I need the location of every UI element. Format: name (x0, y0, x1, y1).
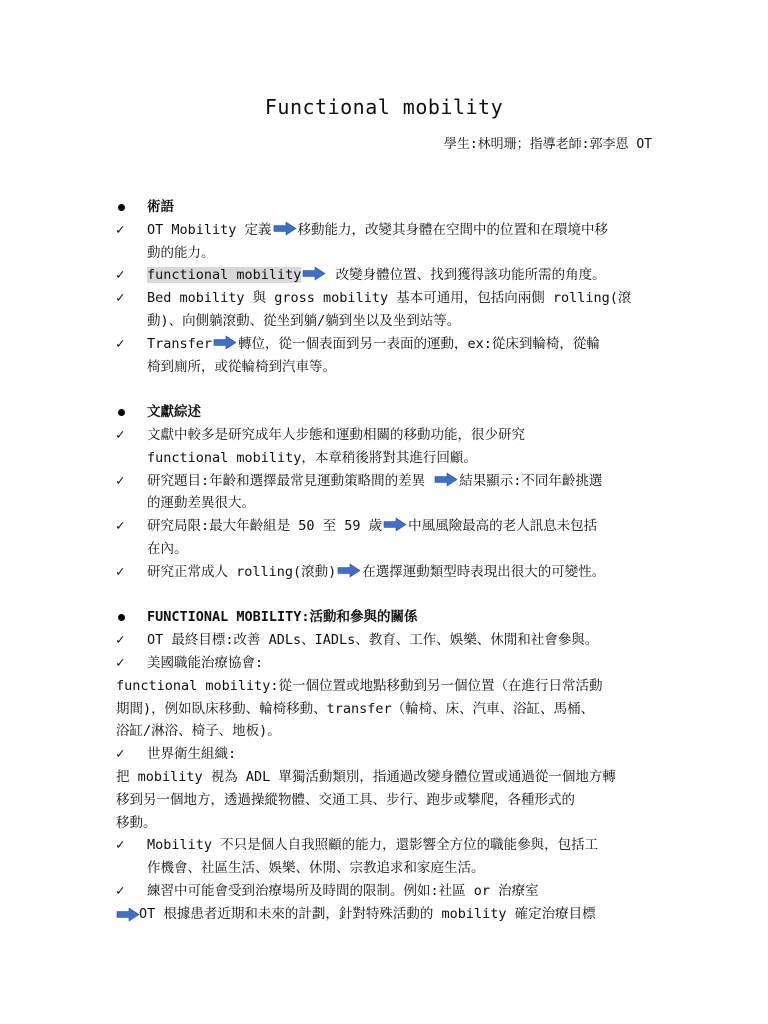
list-item (116, 287, 656, 310)
paragraph-line: functional mobility:從一個位置或地點移動到另一個位置（在進行日常活動 (116, 677, 603, 694)
list-item-text: 研究題目:年齡和選擇最常見運動策略間的差異 (147, 472, 434, 489)
list-item (116, 424, 656, 447)
list-item-continuation: 的運動差異很大。 (147, 495, 255, 512)
list-item-continuation: 椅到廁所，或從輪椅到汽車等。 (147, 358, 336, 375)
list-item-text: 轉位，從一個表面到另一表面的運動，ex:從床到輪椅，從輪 (238, 335, 600, 352)
checkmark-icon: ✓ (116, 267, 125, 284)
list-item-text: Transfer (147, 335, 213, 352)
checkmark-icon: ✓ (116, 426, 125, 443)
checkmark-icon: ✓ (116, 472, 125, 489)
list-item (116, 652, 656, 675)
list-item-text: 改變身體位置、找到獲得該功能所需的角度。 (327, 267, 606, 284)
checkmark-icon: ✓ (116, 632, 125, 649)
section-heading-functional-mobility (116, 606, 656, 629)
right-arrow-icon (434, 472, 458, 487)
list-item (116, 333, 656, 356)
list-item-text: 美國職能治療協會: (147, 654, 264, 671)
checkmark-icon: ✓ (116, 746, 125, 763)
list-item-text: OT 最終目標:改善 ADLs、IADLs、教育、工作、娛樂、休閒和社會參與。 (147, 632, 599, 649)
list-item (116, 515, 656, 538)
paragraph-line: 移動。 (116, 814, 157, 831)
list-item-continuation: functional mobility，本章稍後將對其進行回顧。 (147, 449, 477, 466)
bullet-dot-icon (118, 614, 125, 621)
checkmark-icon: ✓ (116, 290, 125, 307)
list-item (116, 880, 656, 903)
list-item-continuation: 動)、向側躺滾動、從坐到躺/躺到坐以及坐到站等。 (147, 312, 461, 329)
right-arrow-icon (337, 563, 361, 578)
list-item-text: 移動能力，改變其身體在空間中的位置和在環境中移 (297, 221, 609, 238)
right-arrow-icon (273, 221, 297, 236)
list-item-text: 文獻中較多是研究成年人步態和運動相關的移動功能，很少研究 (147, 426, 525, 443)
list-item-text: Bed mobility 與 gross mobility 基本可通用，包括向兩側 rolling(滾 (147, 290, 632, 307)
checkmark-icon: ✓ (116, 221, 125, 238)
list-item-continuation: 動的能力。 (147, 244, 215, 261)
paragraph-line: 移到另一個地方，透過操縱物體、交通工具、步行、跑步或攀爬，各種形式的 (116, 791, 575, 808)
list-item (116, 264, 656, 287)
right-arrow-icon (116, 907, 140, 922)
checkmark-icon: ✓ (116, 563, 125, 580)
bullet-dot-icon (118, 409, 125, 416)
section-heading-text: 術語 (147, 199, 174, 215)
list-item-continuation: 作機會、社區生活、娛樂、休閒、宗教追求和家庭生活。 (147, 860, 485, 877)
list-item (116, 219, 656, 242)
list-item-text: 在選擇運動類型時表現出很大的可變性。 (362, 563, 606, 580)
right-arrow-icon (383, 517, 407, 532)
list-item (116, 629, 656, 652)
checkmark-icon: ✓ (116, 335, 125, 352)
paragraph-line: 浴缸/淋浴、椅子、地板)。 (116, 723, 281, 740)
section-heading-text: FUNCTIONAL MOBILITY:活動和參與的關係 (147, 609, 418, 626)
paragraph-line: 期間)，例如臥床移動、輪椅移動、transfer（輪椅、床、汽車、浴缸、馬桶、 (116, 700, 595, 717)
list-item-text: 世界衛生組織: (147, 746, 237, 763)
list-item-text: 研究局限:最大年齡組是 50 至 59 歲 (147, 518, 383, 535)
list-item (116, 834, 656, 857)
list-item-text: 結果顯示:不同年齡挑選 (459, 472, 603, 489)
right-arrow-icon (213, 335, 237, 350)
checkmark-icon: ✓ (116, 518, 125, 535)
conclusion-text: OT 根據患者近期和未來的計劃，針對特殊活動的 mobility 確定治療目標 (139, 905, 596, 922)
checkmark-icon: ✓ (116, 654, 125, 671)
arrow-conclusion-line (116, 903, 656, 926)
right-arrow-icon (302, 266, 326, 281)
section-heading-literature (116, 401, 656, 424)
section-heading-text: 文獻綜述 (147, 404, 201, 421)
list-item-text: 練習中可能會受到治療場所及時間的限制。例如:社區 or 治療室 (147, 882, 539, 899)
document-title: Functional mobility (264, 95, 504, 119)
highlighted-term: functional mobility (147, 267, 302, 284)
list-item (116, 470, 656, 493)
list-item-continuation: 在內。 (147, 540, 188, 557)
section-heading-terms (116, 196, 656, 219)
list-item-text: OT Mobility 定義 (147, 221, 272, 238)
checkmark-icon: ✓ (116, 882, 125, 899)
author-line: 學生:林明珊；指導老師:郭李恩 OT (443, 137, 652, 152)
list-item-text: 中風風險最高的老人訊息未包括 (408, 518, 598, 535)
document-body (116, 196, 656, 926)
checkmark-icon: ✓ (116, 837, 125, 854)
list-item-text: Mobility 不只是個人自我照顧的能力，還影響全方位的職能參與，包括工 (147, 837, 599, 854)
bullet-dot-icon (118, 204, 125, 211)
list-item (116, 743, 656, 766)
list-item (116, 561, 656, 584)
list-item-text: 研究正常成人 rolling(滾動) (147, 563, 337, 580)
paragraph-line: 把 mobility 視為 ADL 單獨活動類別，指通過改變身體位置或通過從一個地方轉 (116, 768, 616, 785)
